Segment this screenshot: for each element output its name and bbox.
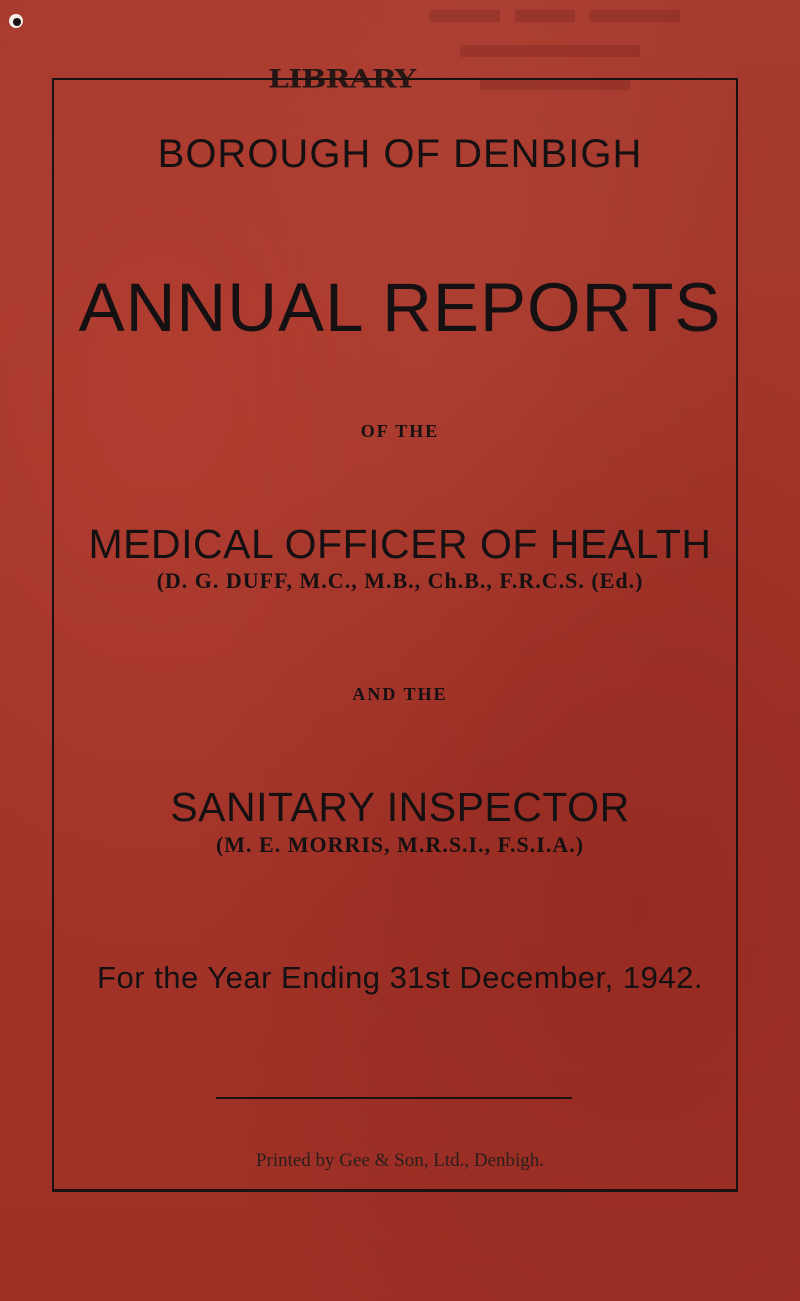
sanitary-inspector-title: SANITARY INSPECTOR [170,784,630,830]
divider-rule [216,1097,572,1099]
and-the-label: AND THE [352,684,448,704]
of-the-label: OF THE [360,421,440,441]
report-year: For the Year Ending 31st December, 1942. [97,960,703,995]
medical-officer-name: (D. G. DUFF, M.C., M.B., Ch.B., F.R.C.S. (Ed.) [156,568,644,593]
borough-heading: BOROUGH OF DENBIGH [157,132,643,176]
report-title: ANNUAL REPORTS [78,269,722,346]
medical-officer-title: MEDICAL OFFICER OF HEALTH [88,521,712,567]
printer-imprint: Printed by Gee & Son, Ltd., Denbigh. [255,1150,545,1171]
sanitary-inspector-name: (M. E. MORRIS, M.R.S.I., F.S.I.A.) [215,832,585,857]
library-stamp: LIBRARY [268,64,416,95]
cover-border-frame [52,78,738,1192]
ink-blot-icon [6,10,26,30]
